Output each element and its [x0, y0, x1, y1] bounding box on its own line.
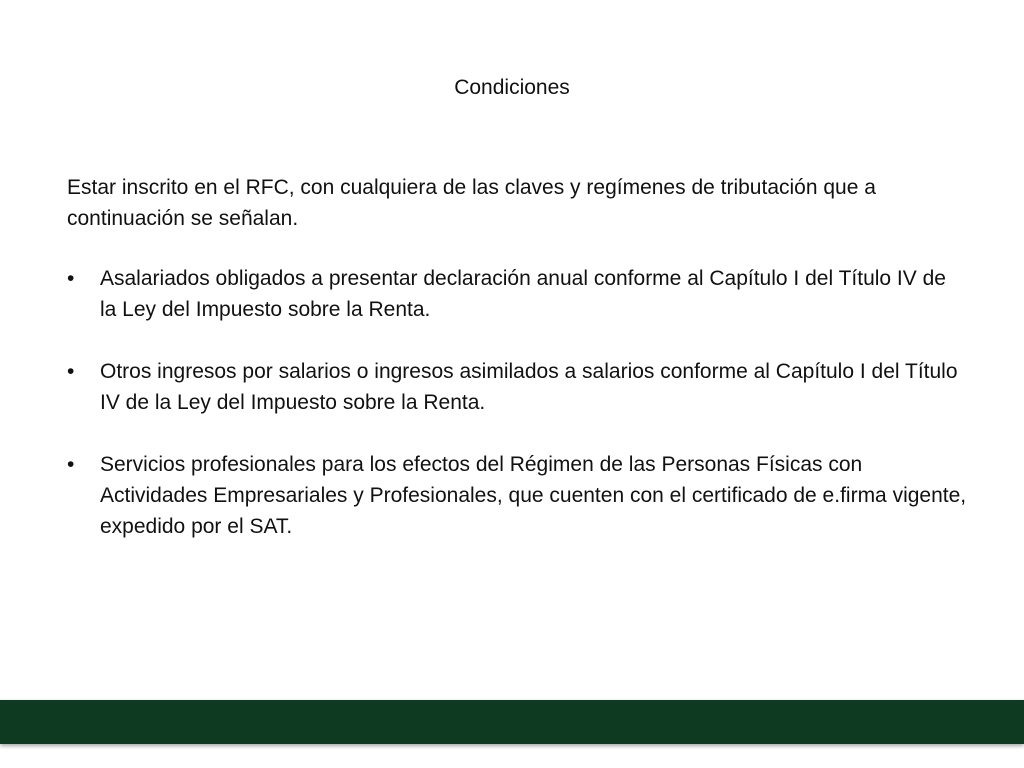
slide-title: Condiciones — [454, 76, 570, 99]
list-item — [67, 263, 967, 325]
bullet-icon: • — [67, 453, 75, 476]
list-item-text: Servicios profesionales para los efectos del Régimen de las Personas Físicas con Actividades Empresariales y Profesionales, que cuenten con el certificado de e.firma vigente, expedido por el SAT. — [100, 453, 967, 538]
list-item-text: Asalariados obligados a presentar declaración anual conforme al Capítulo I del Título IV de la Ley del Impuesto sobre la Renta. — [100, 267, 946, 321]
list-item-text: Otros ingresos por salarios o ingresos asimilados a salarios conforme al Capítulo I del Título IV de la Ley del Impuesto sobre la Renta. — [100, 360, 958, 414]
list-item — [67, 356, 967, 418]
conditions-list — [67, 263, 967, 573]
bullet-icon: • — [67, 267, 75, 290]
footer-bar — [0, 700, 1024, 744]
intro-paragraph: Estar inscrito en el RFC, con cualquiera de las claves y regímenes de tributación que a continuación se señalan. — [67, 176, 876, 230]
bullet-icon: • — [67, 360, 75, 383]
list-item — [67, 449, 967, 542]
